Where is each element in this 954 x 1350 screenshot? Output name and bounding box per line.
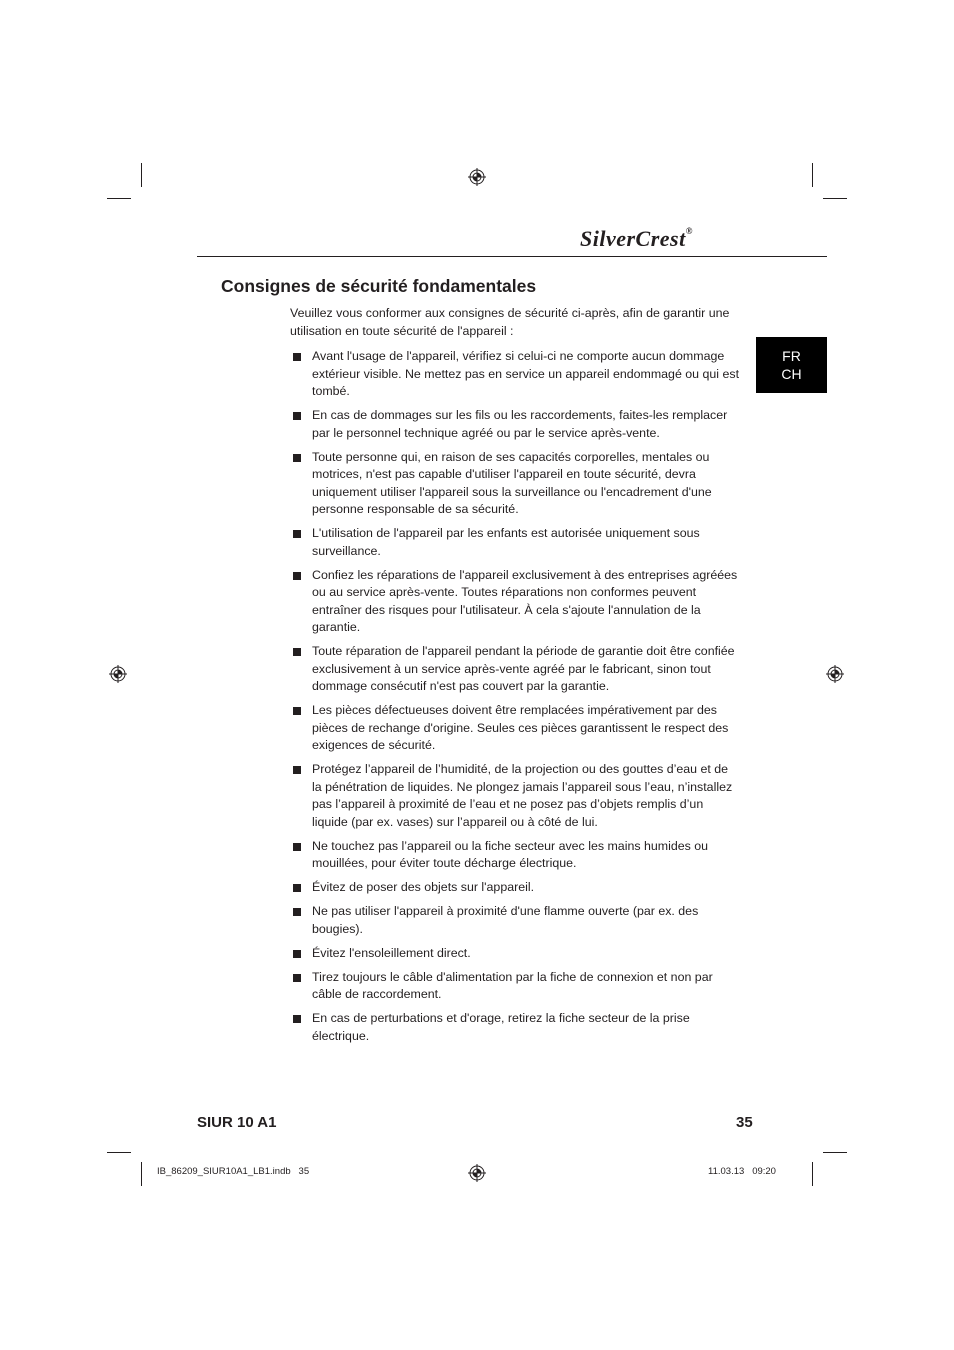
list-item-text: Protégez l’appareil de l’humidité, de la projection ou des gouttes d’eau et de la pénétration de liquides. Ne plongez jamais l’appareil sous l’eau, n’installez pas l’appareil à proximité de l’eau et ne posez pas d’objets remplis d’un liquide (par ex. vases) sur l’appareil ou à côté de lui. [312, 762, 733, 829]
list-item [290, 969, 740, 1004]
list-item [290, 643, 740, 696]
footer-model: SIUR 10 A1 [197, 1114, 277, 1131]
list-item-text: Toute personne qui, en raison de ses capacités corporelles, mentales ou motrices, n'est pas capable d'utiliser l'appareil en toute sécurité, devra uniquement utiliser l'appareil sous la surveillance ou l'encadrement d'une personne responsable de sa sécurité. [312, 449, 712, 516]
slug-file: IB_86209_SIUR10A1_LB1.indb 35 [157, 1166, 310, 1177]
registration-mark-icon [468, 168, 486, 186]
list-item-text: Tirez toujours le câble d'alimentation par la fiche de connexion et non par câble de raccordement. [312, 969, 713, 1001]
square-bullet-icon [293, 572, 301, 580]
crop-mark [107, 198, 131, 199]
section-title: Consignes de sécurité fondamentales [221, 276, 537, 296]
crop-mark [823, 198, 847, 199]
list-item [290, 945, 740, 963]
list-item [290, 1010, 740, 1045]
square-bullet-icon [293, 412, 301, 420]
square-bullet-icon [293, 707, 301, 715]
square-bullet-icon [293, 843, 301, 851]
brand-name: SilverCrest [580, 226, 686, 251]
list-item-text: Évitez de poser des objets sur l'appareil. [312, 880, 535, 894]
square-bullet-icon [293, 1015, 301, 1023]
registration-mark-icon [826, 665, 844, 683]
square-bullet-icon [293, 454, 301, 462]
square-bullet-icon [293, 884, 301, 892]
list-item [290, 838, 740, 873]
crop-mark [107, 1152, 131, 1153]
list-item [290, 761, 740, 831]
list-item-text: Toute réparation de l'appareil pendant la période de garantie doit être confiée exclusivement à un service après-vente agréé par le fabricant, sinon tout dommage consécutif n'est pas couvert par la garantie. [312, 644, 735, 693]
safety-list [290, 348, 740, 1052]
brand-registered-mark: ® [685, 226, 693, 236]
list-item [290, 903, 740, 938]
crop-mark [812, 163, 813, 187]
crop-mark [141, 1162, 142, 1186]
list-item-text: Évitez l'ensoleillement direct. [312, 945, 471, 960]
square-bullet-icon [293, 950, 301, 958]
page-number: 35 [736, 1114, 753, 1131]
header-rule [197, 256, 827, 257]
list-item-text: Ne pas utiliser l'appareil à proximité d'une flamme ouverte (par ex. des bougies). [312, 904, 699, 936]
list-item [290, 879, 740, 897]
slug-date: 11.03.13 09:20 [708, 1166, 776, 1177]
list-item-text: En cas de perturbations et d'orage, retirez la fiche secteur de la prise électrique. [312, 1011, 690, 1043]
square-bullet-icon [293, 974, 301, 982]
list-item [290, 525, 740, 560]
list-item-text: En cas de dommages sur les fils ou les raccordements, faites-les remplacer par le personnel technique agréé ou par le service après-vente. [312, 408, 728, 440]
list-item-text: Les pièces défectueuses doivent être remplacées impérativement par des pièces de rechange d'origine. Seules ces pièces garantissent le respect des exigences de sécurité. [312, 703, 729, 752]
list-item [290, 567, 740, 637]
list-item [290, 449, 740, 519]
list-item-text: L'utilisation de l'appareil par les enfants est autorisée uniquement sous surveillance. [312, 526, 700, 558]
brand-logo [580, 226, 760, 252]
language-tab [756, 337, 827, 393]
square-bullet-icon [293, 908, 301, 916]
list-item [290, 702, 740, 755]
section-intro: Veuillez vous conformer aux consignes de sécurité ci-après, afin de garantir une utilisation en toute sécurité de l'appareil : [290, 306, 730, 338]
crop-mark [141, 163, 142, 187]
list-item-text: Avant l'usage de l'appareil, vérifiez si celui-ci ne comporte aucun dommage extérieur visible. Ne mettez pas en service un appareil endommagé ou qui est tombé. [312, 349, 740, 398]
crop-mark [823, 1152, 847, 1153]
list-item-text: Ne touchez pas l’appareil ou la fiche secteur avec les mains humides ou mouillées, pour éviter toute décharge électrique. [312, 838, 709, 870]
square-bullet-icon [293, 530, 301, 538]
list-item-text: Confiez les réparations de l'appareil exclusivement à des entreprises agréées ou au service après-vente. Toutes réparations non conformes peuvent entraîner des risques pour l'utilisateur. À cela s'ajoute l'annulation de la garantie. [312, 567, 738, 634]
language-tab-ch: CH [781, 366, 802, 382]
square-bullet-icon [293, 766, 301, 774]
square-bullet-icon [293, 353, 301, 361]
list-item [290, 407, 740, 442]
crop-mark [812, 1162, 813, 1186]
language-tab-fr: FR [782, 348, 801, 364]
registration-mark-icon [468, 1164, 486, 1182]
square-bullet-icon [293, 648, 301, 656]
list-item [290, 348, 740, 401]
registration-mark-icon [109, 665, 127, 683]
